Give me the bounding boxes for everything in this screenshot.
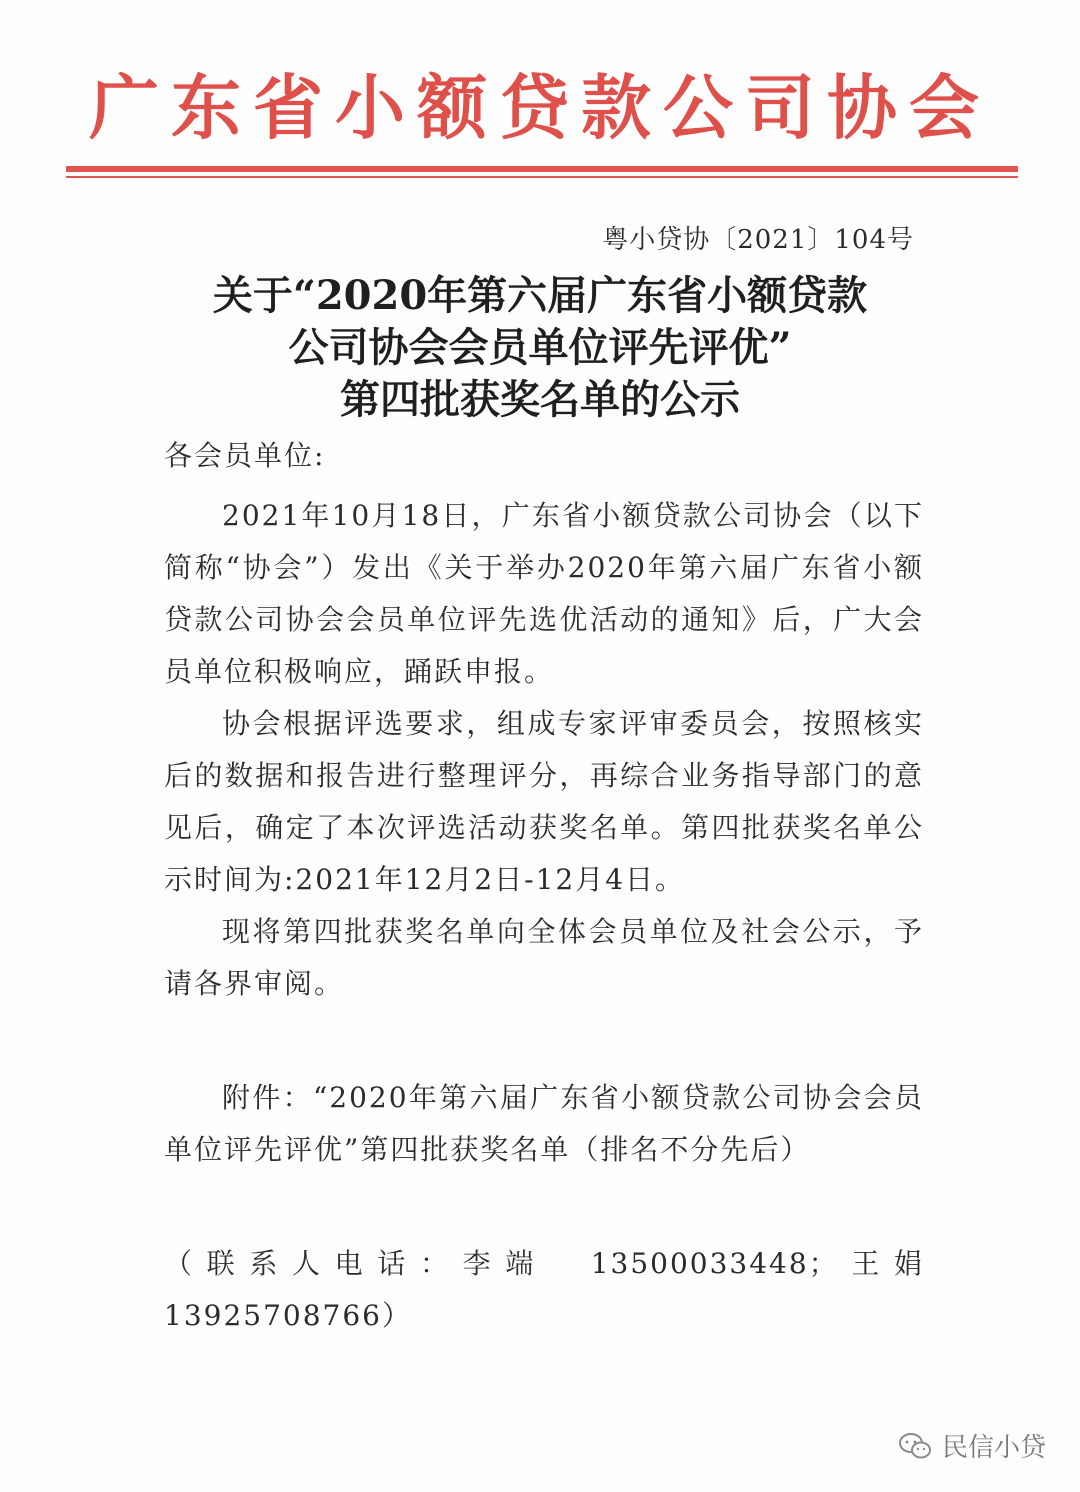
watermark [898,1427,1046,1464]
document-number: 粤小贷协〔2021〕104号 [602,225,914,255]
letterhead-title: 广东省小额贷款公司协会 [89,67,991,149]
title-line-1: 关于“2020年第六届广东省小额贷款 [212,272,868,319]
attachment-note: 附件：“2020年第六届广东省小额贷款公司协会会员单位评先评优”第四批获奖名单（排名不分先后） [164,1081,924,1166]
contact-info: （联系人电话：李端 13500033448；王娟 13925708766） [164,1247,955,1332]
document-body [164,430,955,1342]
paragraph-1: 2021年10月18日，广东省小额贷款公司协会（以下简称“协会”）发出《关于举办2020年第六届广东省小额贷款公司协会会员单位评先选优活动的通知》后，广大会员单位积极响应，踊跃申报。 [164,499,924,688]
paragraph-3: 现将第四批获奖名单向全体会员单位及社会公示，予请各界审阅。 [164,915,924,1000]
title-line-2: 公司协会会员单位评先评优” [288,324,792,371]
salutation: 各会员单位: [164,439,326,472]
paragraph-2: 协会根据评选要求，组成专家评审委员会，按照核实后的数据和报告进行整理评分，再综合业务指导部门的意见后，确定了本次评选活动获奖名单。第四批获奖名单公示时间为:2021年12月2日-12月4日。 [164,707,924,896]
letterhead-divider-thin [66,176,1018,178]
wechat-icon [898,1432,932,1460]
document-title [140,270,940,426]
watermark-label: 民信小贷 [941,1433,1046,1463]
letterhead-divider-thick [66,166,1018,172]
title-line-3: 第四批获奖名单的公示 [340,376,740,423]
